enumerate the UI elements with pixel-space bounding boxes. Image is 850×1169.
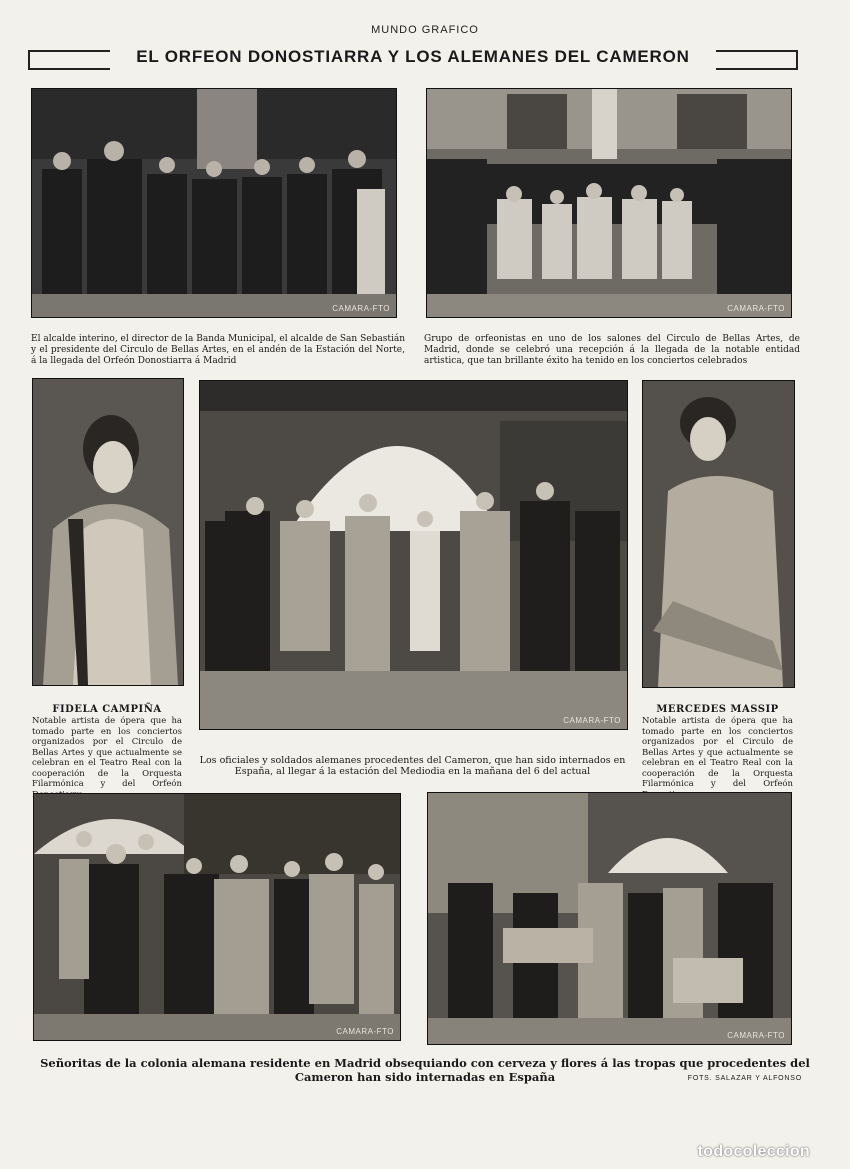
photo-ladies-flowers-image (428, 793, 791, 1044)
photo-fidela-campina-image (33, 379, 183, 685)
caption-officials-station: El alcalde interino, el director de la Banda Municipal, el alcalde de San Sebastián y el presidente del Circulo de Bellas Artes, en el andén de la Estación del Norte, á la llegada del Orfeón Donostiarra á Madrid (31, 334, 405, 366)
photo-credit: CAMARA-FTO (332, 304, 390, 313)
photo-officials-station-image (32, 89, 396, 317)
photo-ladies-beer (33, 793, 401, 1041)
photo-mercedes-massip (642, 380, 795, 688)
caption-fidela-campina: Notable artista de ópera que ha tomado parte en los conciertos organizados por el Circulo de Bellas Artes y que actualmente se celebran en el Teatro Real con la cooperación de la Orquesta Filarmónica y del Orfeón (32, 716, 182, 789)
watermark-logo: todocoleccion (697, 1143, 810, 1160)
photo-fidela-campina (32, 378, 184, 686)
photo-cameron-soldiers (199, 380, 628, 730)
photo-credit: CAMARA-FTO (727, 1031, 785, 1040)
photo-ladies-beer-image (34, 794, 400, 1040)
photo-officials-station (31, 88, 397, 318)
name-fidela-campina: FIDELA CAMPIÑA (52, 704, 162, 715)
caption-orfeon-group: Grupo de orfeonistas en uno de los salones del Circulo de Bellas Artes, de Madrid, donde se celebró una recepción á la llegada de la notable entidad artistica, que tan brillante éxito ha tenido en los conciertos celebrados (424, 334, 800, 366)
photo-cameron-soldiers-image (200, 381, 627, 729)
title-bar (28, 44, 798, 72)
photo-credits: FOTS. SALAZAR Y ALFONSO (687, 1075, 802, 1082)
name-mercedes-massip: MERCEDES MASSIP (656, 704, 779, 715)
caption-cameron-soldiers: Los oficiales y soldados alemanes procedentes del Cameron, que han sido internados en España, al llegar á la estación del Mediodia en la mañana del 6 del actual (199, 755, 626, 777)
bottom-caption: Señoritas de la colonia alemana residente en Madrid obsequiando con cerveza y flores á las tropas que procedentes del Cameron han sido internadas en España (40, 1056, 810, 1084)
photo-orfeon-group-image (427, 89, 791, 317)
masthead: MUNDO GRAFICO (371, 24, 479, 36)
page-title: EL ORFEON DONOSTIARRA Y LOS ALEMANES DEL CAMERON (28, 47, 798, 67)
photo-ladies-flowers (427, 792, 792, 1045)
photo-credit: CAMARA-FTO (336, 1027, 394, 1036)
photo-orfeon-group (426, 88, 792, 318)
caption-mercedes-massip: Notable artista de ópera que ha tomado parte en los conciertos organizados por el Circulo de Bellas Artes y que actualmente se celebran en el Teatro Real con la cooperación de la Orquesta Filarmónica y del Orfeón (642, 716, 793, 789)
photo-credit: CAMARA-FTO (727, 304, 785, 313)
photo-mercedes-massip-image (643, 381, 794, 687)
photo-credit: CAMARA-FTO (563, 716, 621, 725)
